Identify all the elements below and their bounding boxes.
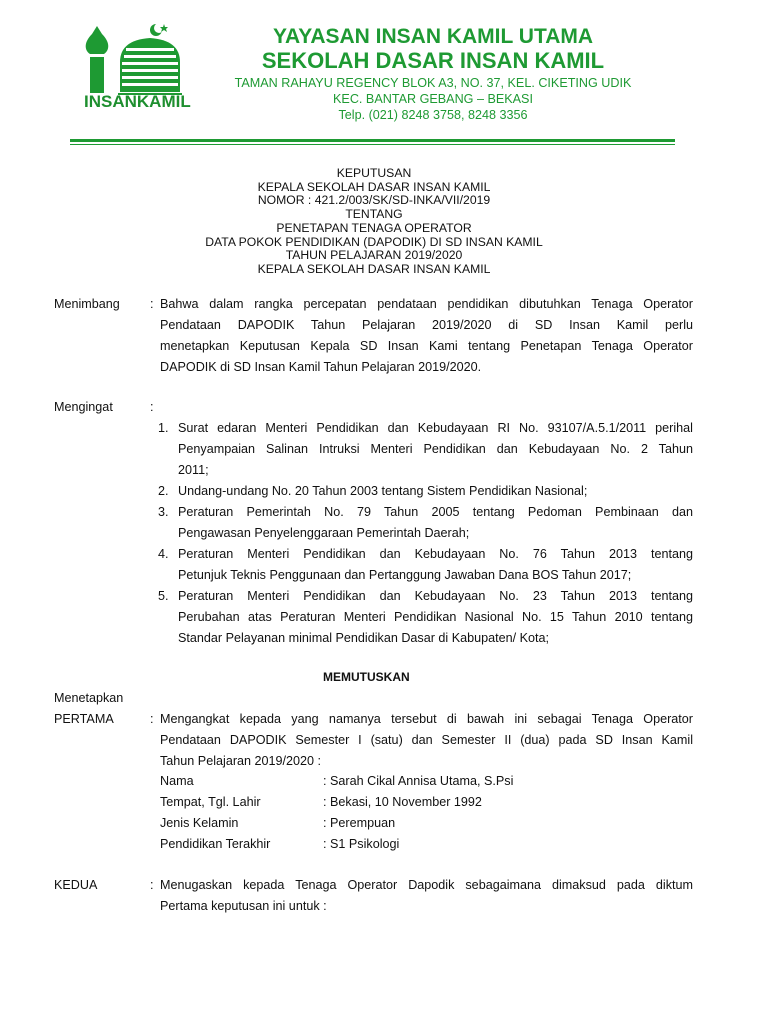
pertama-colon: : [150,712,154,726]
list-item-line: Peraturan Menteri Pendidikan dan Kebudayaan No. 23 Tahun 2013 tentang [178,589,693,603]
list-item-line: Perubahan atas Peraturan Menteri Pendidikan Nasional No. 15 Tahun 2010 tentang [178,610,693,624]
pertama-line: Pendataan DAPODIK Semester I (satu) dan Semester II (dua) pada SD Insan Kamil [160,733,693,747]
phone-line: Telp. (021) 8248 3758, 8248 3356 [338,108,528,122]
title-line: PENETAPAN TENAGA OPERATOR [276,221,472,235]
kedua-colon: : [150,878,154,892]
pertama-label: PERTAMA [54,712,114,726]
kedua-line: Pertama keputusan ini untuk : [160,899,327,913]
menimbang-line: menetapkan Keputusan Kepala SD Insan Kami tentang Penetapan Tenaga Operator [160,339,693,353]
list-number: 2. [158,484,169,498]
list-item-line: Pengawasan Penyelenggaraan Pemerintah Daerah; [178,526,470,540]
title-line: DATA POKOK PENDIDIKAN (DAPODIK) DI SD INSAN KAMIL [205,235,543,249]
menimbang-line: Pendataan DAPODIK Tahun Pelajaran 2019/2020 di SD Insan Kamil perlu [160,318,693,332]
address-line-2: KEC. BANTAR GEBANG – BEKASI [333,92,533,106]
list-number: 1. [158,421,169,435]
school-name: SEKOLAH DASAR INSAN KAMIL [261,48,605,73]
mengingat-colon: : [150,400,154,414]
field-label: Jenis Kelamin [160,816,239,830]
field-value: : Sarah Cikal Annisa Utama, S.Psi [323,774,514,788]
title-line: TAHUN PELAJARAN 2019/2020 [285,248,463,262]
field-value: : S1 Psikologi [323,837,400,851]
list-item-line: Standar Pelayanan minimal Pendidikan Dasar di Kabupaten/ Kota; [178,631,550,645]
list-item-line: Undang-undang No. 20 Tahun 2003 tentang Sistem Pendidikan Nasional; [178,484,588,498]
list-number: 4. [158,547,169,561]
list-item-line: Surat edaran Menteri Pendidikan dan Kebudayaan RI No. 93107/A.5.1/2011 perihal [178,421,693,435]
menimbang-line: DAPODIK di SD Insan Kamil Tahun Pelajaran 2019/2020. [160,360,482,374]
list-number: 3. [158,505,169,519]
list-item-line: Penyampaian Salinan Intruksi Menteri Pendidikan dan Kebudayaan No. 2 Tahun [178,442,693,456]
list-number: 5. [158,589,169,603]
list-item-line: Petunjuk Teknis Penggunaan dan Pertanggung Jawaban Dana BOS Tahun 2017; [178,568,632,582]
field-label: Tempat, Tgl. Lahir [160,795,261,809]
section-heading: MEMUTUSKAN [323,670,410,684]
list-item-line: Peraturan Menteri Pendidikan dan Kebudayaan No. 76 Tahun 2013 tentang [178,547,693,561]
letterhead-rule-thin [70,144,675,145]
pertama-line: Mengangkat kepada yang namanya tersebut di bawah ini sebagai Tenaga Operator [160,712,693,726]
list-item-line: 2011; [178,463,209,477]
pertama-line: Tahun Pelajaran 2019/2020 : [160,754,322,768]
menetapkan-label: Menetapkan [54,691,124,705]
menimbang-colon: : [150,297,154,311]
mengingat-label: Mengingat [54,400,113,414]
list-item-line: Peraturan Pemerintah No. 79 Tahun 2005 tentang Pedoman Pembinaan dan [178,505,693,519]
address-line-1: TAMAN RAHAYU REGENCY BLOK A3, NO. 37, KEL. CIKETING UDIK [234,76,632,90]
letterhead-rule-thick [70,139,675,142]
title-line: NOMOR : 421.2/003/SK/SD-INKA/VII/2019 [257,193,491,207]
menimbang-label: Menimbang [54,297,120,311]
field-label: Nama [160,774,194,788]
field-value: : Bekasi, 10 November 1992 [323,795,482,809]
title-line: KEPUTUSAN [336,166,412,180]
field-value: : Perempuan [323,816,396,830]
kedua-line: Menugaskan kepada Tenaga Operator Dapodik sebagaimana dimaksud pada diktum [160,878,693,892]
title-line: TENTANG [345,207,403,221]
logo-wordmark: INSANKAMIL [84,92,191,111]
menimbang-line: Bahwa dalam rangka percepatan pendataan pendidikan dibutuhkan Tenaga Operator [160,297,693,311]
title-line: KEPALA SEKOLAH DASAR INSAN KAMIL [257,262,491,276]
title-line: KEPALA SEKOLAH DASAR INSAN KAMIL [257,180,491,194]
field-label: Pendidikan Terakhir [160,837,271,851]
foundation-name: YAYASAN INSAN KAMIL UTAMA [272,25,594,48]
kedua-label: KEDUA [54,878,98,892]
